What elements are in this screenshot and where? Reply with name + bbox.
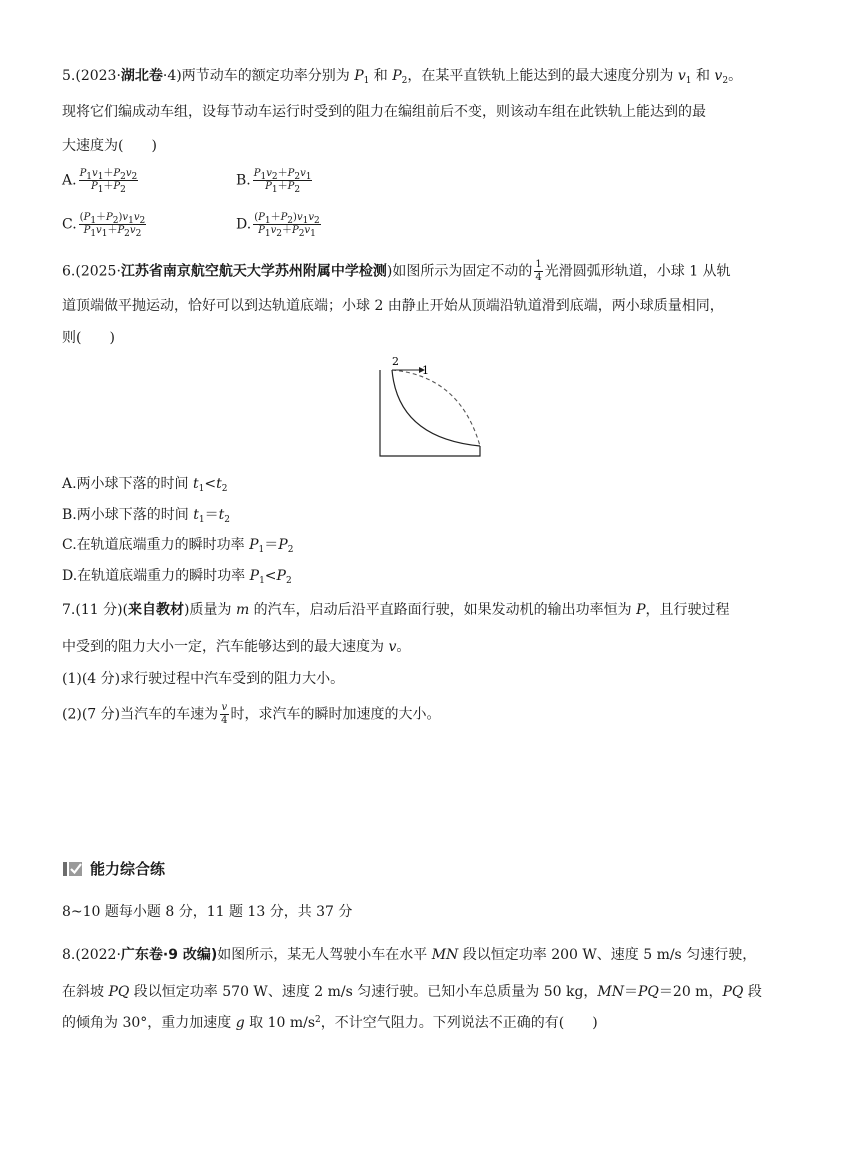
q6-line-3: 则( ) <box>62 330 115 346</box>
section-summary: 8~10 题每小题 8 分，11 题 13 分，共 37 分 <box>62 904 353 920</box>
option-text: D.在轨道底端重力的瞬时功率 <box>62 568 250 584</box>
q8-text: ＝ <box>624 984 639 1000</box>
q8-text: 段 <box>743 984 762 1000</box>
circular-arc-track <box>392 370 480 446</box>
option-text: C.在轨道底端重力的瞬时功率 <box>62 537 250 553</box>
q7-text: ，且行驶过程 <box>645 602 730 618</box>
q7-text: 。 <box>396 639 411 655</box>
q8-text: 在斜坡 <box>62 984 109 1000</box>
fraction-denominator: 4 <box>535 272 542 283</box>
q7-text: 中受到的阻力大小一定，汽车能够达到的最大速度为 <box>62 639 389 655</box>
q6-number: 6.(2025· <box>62 263 121 280</box>
q5-option-c[interactable] <box>62 212 148 237</box>
q5-text: 。 <box>728 68 743 84</box>
q7-number: 7.(11 分)( <box>62 602 129 618</box>
q8-line-3: 的倾角为 30°，重力加速度 g 取 10 $m/s^2$，不计空气阻力。下列说法不正确的有( ) <box>62 1015 598 1031</box>
q5-number: 5.(2023· <box>62 68 121 84</box>
option-text: A.两小球下落的时间 <box>62 476 194 492</box>
option-text: B.两小球下落的时间 <box>62 507 194 523</box>
q6-line-1 <box>62 259 731 284</box>
q8-text: 取 10 m/s <box>244 1015 316 1031</box>
section-title: 能力综合练 <box>90 860 166 878</box>
q7-text: )质量为 <box>184 602 236 618</box>
q8-line-2: 在斜坡 PQ 段以恒定功率 570 W、速度 2 m/s 匀速行驶。已知小车总质量为 50 kg，MN＝PQ＝20 m，PQ 段 <box>62 984 762 1000</box>
checklist-icon <box>62 860 84 878</box>
q5-option-d[interactable] <box>236 212 323 237</box>
option-label: C. <box>62 216 77 233</box>
q7-source: 来自教材 <box>128 602 185 618</box>
q8-line-1: 8.(2022·广东卷·9 改编)如图所示，某无人驾驶小车在水平 MN 段以恒定功率 200 W、速度 5 m/s 匀速行驶， <box>62 947 757 963</box>
q5-option-c-fraction: $\frac{(P_1+P_2)v_1v_2}{P_1v_1+P_2v_2}$ <box>79 212 146 239</box>
q5-source-tail: ·4) <box>162 68 182 84</box>
q8-number: 8.(2022· <box>62 947 121 963</box>
q5-line-3: 大速度为( ) <box>62 138 157 154</box>
q5-text: 和 <box>369 68 393 84</box>
arc-track-figure <box>372 352 490 462</box>
q5-option-a[interactable] <box>62 168 140 193</box>
q5-text: 两节动车的额定功率分别为 <box>181 68 355 84</box>
q6-text: 光滑圆弧形轨道，小球 1 从轨 <box>544 263 731 280</box>
q8-text: 段以恒定功率 200 W、速度 5 m/s 匀速行驶， <box>458 947 757 963</box>
q6-option-a[interactable]: A.两小球下落的时间 $t_1<t_2$ <box>62 476 228 494</box>
q6-text: )如图所示为固定不动的 <box>386 263 533 280</box>
q8-source-tail: ·9 改编) <box>162 947 218 963</box>
q5-text: ，在某平直铁轨上能达到的最大速度分别为 <box>407 68 678 84</box>
q8-text: 的倾角为 30°，重力加速度 <box>62 1015 236 1031</box>
ball-1-label: 1 <box>422 364 429 377</box>
option-label: B. <box>236 172 251 189</box>
track-frame <box>380 370 480 456</box>
q5-line-2: 现将它们编成动车组，设每节动车运行时受到的阻力在编组前后不变，则该动车组在此铁轨上能达到的最 <box>62 104 706 120</box>
q5-text: 和 <box>691 68 715 84</box>
q6-option-c[interactable]: C.在轨道底端重力的瞬时功率 $P_1=P_2$ <box>62 537 294 555</box>
ball-2-label: 2 <box>392 355 399 368</box>
q5-source: 湖北卷 <box>120 68 163 84</box>
q7-text: (2)(7 分)当汽车的车速为 <box>62 706 219 723</box>
quarter-fraction <box>534 259 542 284</box>
q8-text: 如图所示，某无人驾驶小车在水平 <box>217 947 432 963</box>
v-over-4-fraction: $\frac{v}{4}$ <box>221 702 228 726</box>
option-label: A. <box>62 172 77 189</box>
q7-line-1: 7.(11 分)(来自教材)质量为 m 的汽车，启动后沿平直路面行驶，如果发动机的输出功率恒为 P，且行驶过程 <box>62 602 730 618</box>
fraction-numerator: 1 <box>535 259 542 270</box>
q6-line-2: 道顶端做平抛运动，恰好可以到达轨道底端；小球 2 由静止开始从顶端沿轨道滑到底端，两小球质量相同， <box>62 298 724 314</box>
q5-line-1: 5.(2023·湖北卷·4)两节动车的额定功率分别为 $P_1$ 和 $P_2$，在某平直铁轨上能达到的最大速度分别为 $v_1$ 和 $v_2$。 <box>62 68 743 86</box>
q5-option-b[interactable] <box>236 168 314 193</box>
q8-source: 广东卷 <box>120 947 163 963</box>
section-header <box>62 858 165 879</box>
q7-text: 的汽车，启动后沿平直路面行驶，如果发动机的输出功率恒为 <box>249 602 637 618</box>
q6-option-b[interactable]: B.两小球下落的时间 $t_1=t_2$ <box>62 507 230 525</box>
q5-option-a-fraction: $\frac{P_1v_1+P_2v_2}{P_1+P_2}$ <box>79 168 138 195</box>
q7-part-1: (1)(4 分)求行驶过程中汽车受到的阻力大小。 <box>62 671 345 687</box>
q7-part-2 <box>62 702 441 727</box>
q6-option-d[interactable]: D.在轨道底端重力的瞬时功率 $P_1<P_2$ <box>62 568 292 586</box>
q8-text: 段以恒定功率 570 W、速度 2 m/s 匀速行驶。已知小车总质量为 50 kg， <box>129 984 598 1000</box>
q7-text: 时，求汽车的瞬时加速度的大小。 <box>230 706 441 723</box>
q8-text: ，不计空气阻力。下列说法不正确的有( ) <box>320 1015 598 1031</box>
q6-source: 江苏省南京航空航天大学苏州附属中学检测 <box>120 263 387 280</box>
option-label: D. <box>236 216 252 233</box>
q5-option-b-fraction: $\frac{P_1v_2+P_2v_1}{P_1+P_2}$ <box>253 168 312 195</box>
q7-line-2: 中受到的阻力大小一定，汽车能够达到的最大速度为 v。 <box>62 639 411 655</box>
q8-text: ＝20 m， <box>658 984 723 1000</box>
q5-option-d-fraction: $\frac{(P_1+P_2)v_1v_2}{P_1v_2+P_2v_1}$ <box>254 212 320 239</box>
